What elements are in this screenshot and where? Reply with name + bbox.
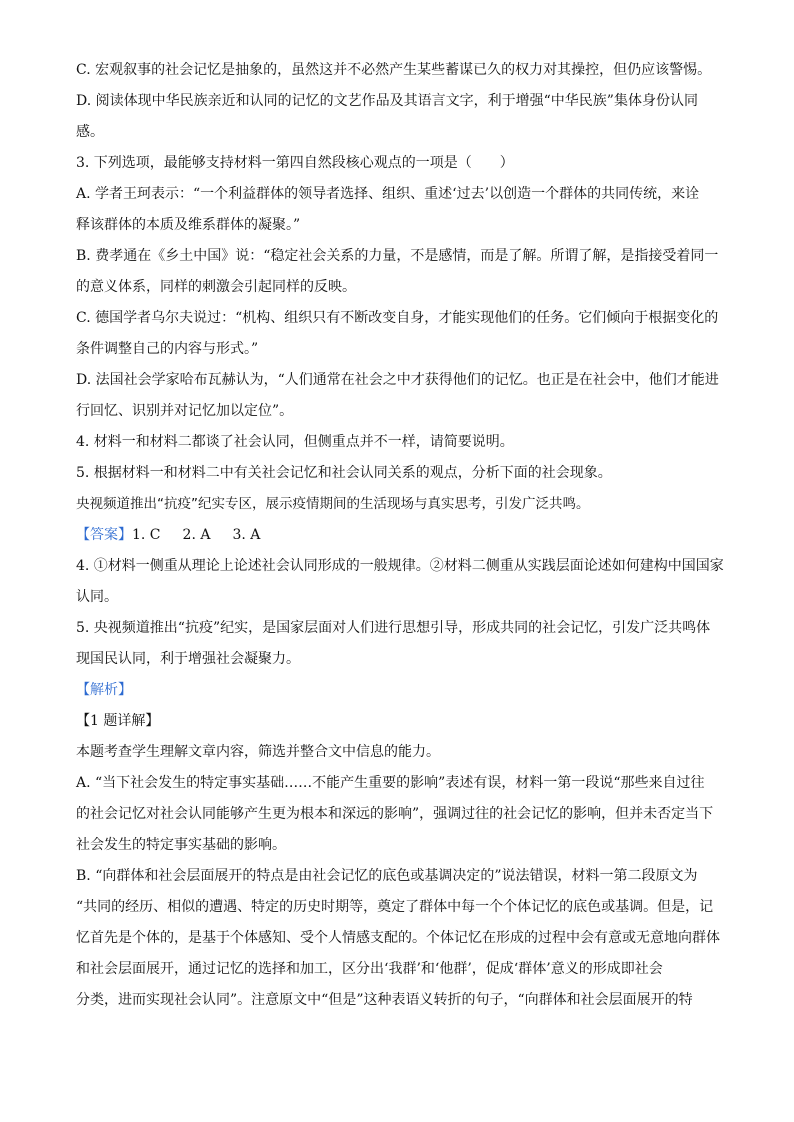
analysis-text: B. “向群体和社会层面展开的特点是由社会记忆的底色或基调决定的”说法错误，材料一第二段原文为 xyxy=(76,868,698,884)
text-line: 的意义体系，同样的刺激会引起同样的反映。 xyxy=(76,279,356,295)
answer-item: 1. C xyxy=(132,527,161,543)
analysis-text: 本题考查学生理解文章内容，筛选并整合文中信息的能力。 xyxy=(76,744,440,760)
answer-tag: 【答案】 xyxy=(76,527,132,543)
analysis-text: 的社会记忆对社会认同能够产生更为根本和深远的影响”，强调过往的社会记忆的影响，但并未否定当下 xyxy=(76,806,714,822)
analysis-text: 和社会层面展开，通过记忆的选择和加工，区分出‘我群’和‘他群’，促成‘群体’意义的形成即社会 xyxy=(76,961,663,977)
question-5: 5. 根据材料一和材料二中有关社会记忆和社会认同关系的观点，分析下面的社会现象。 xyxy=(76,465,612,481)
answer-line xyxy=(76,525,718,556)
option-a: A. 学者王珂表示：“一个利益群体的领导者选择、组织、重述‘过去’以创造一个群体的共同传统，来诠 xyxy=(76,186,700,202)
analysis-tag: 【解析】 xyxy=(76,682,132,698)
text-line: 条件调整自己的内容与形式。” xyxy=(76,341,259,357)
text-line: 释该群体的本质及维系群体的凝聚。” xyxy=(76,217,301,233)
question-4: 4. 材料一和材料二都谈了社会认同，但侧重点并不一样，请简要说明。 xyxy=(76,434,514,450)
answer-text: 现国民认同，利于增强社会凝聚力。 xyxy=(76,651,300,667)
option-b: B. 费孝通在《乡土中国》说：“稳定社会关系的力量，不是感情，而是了解。所谓了解，是指接受着同一 xyxy=(76,248,719,264)
text-line: C. 宏观叙事的社会记忆是抽象的，虽然这并不必然产生某些蓄谋已久的权力对其操控，但仍应该警惕。 xyxy=(76,62,712,78)
analysis-text: 忆首先是个体的，是基于个体感知、受个人情感支配的。个体记忆在形成的过程中会有意或无意地向群体 xyxy=(76,930,720,946)
quoted-phenomenon: 央视频道推出“抗疫”纪实专区，展示疫情期间的生活现场与真实思考，引发广泛共鸣。 xyxy=(76,496,590,512)
text-line: D. 阅读体现中华民族亲近和认同的记忆的文艺作品及其语言文字，利于增强“中华民族”集体身份认同 xyxy=(76,93,698,109)
question-3: 3. 下列选项，最能够支持材料一第四自然段核心观点的一项是（ ） xyxy=(76,155,514,171)
option-c: C. 德国学者乌尔夫说过：“机构、组织只有不断改变自身，才能实现他们的任务。它们倾向于根据变化的 xyxy=(76,310,719,326)
text-line: 感。 xyxy=(76,124,104,140)
analysis-text: 分类，进而实现社会认同”。注意原文中“但是”这种表语义转折的句子，“向群体和社会层面展开的特 xyxy=(76,992,693,1008)
answer-text: 5. 央视频道推出“抗疫”纪实，是国家层面对人们进行思想引导，形成共同的社会记忆，引发广泛共鸣体 xyxy=(76,620,711,636)
analysis-subtitle: 【1 题详解】 xyxy=(76,713,160,729)
answer-text: 4. ①材料一侧重从理论上论述社会认同形成的一般规律。②材料二侧重从实践层面论述如何建构中国国家 xyxy=(76,558,724,574)
analysis-text: A. “当下社会发生的特定事实基础……不能产生重要的影响”表述有误，材料一第一段说“那些来自过往 xyxy=(76,775,705,791)
text-line: 行回忆、识别并对记忆加以定位”。 xyxy=(76,403,294,419)
analysis-text: 社会发生的特定事实基础的影响。 xyxy=(76,837,286,853)
answer-item: 2. A xyxy=(182,527,211,543)
answer-item: 3. A xyxy=(232,527,261,543)
answer-text: 认同。 xyxy=(76,589,118,605)
option-d: D. 法国社会学家哈布瓦赫认为，“人们通常在社会之中才获得他们的记忆。也正是在社会中，他们才能进 xyxy=(76,372,719,388)
analysis-text: “共同的经历、相似的遭遇、特定的历史时期等，奠定了群体中每一个个体记忆的底色或基调。但是，记 xyxy=(76,899,714,915)
